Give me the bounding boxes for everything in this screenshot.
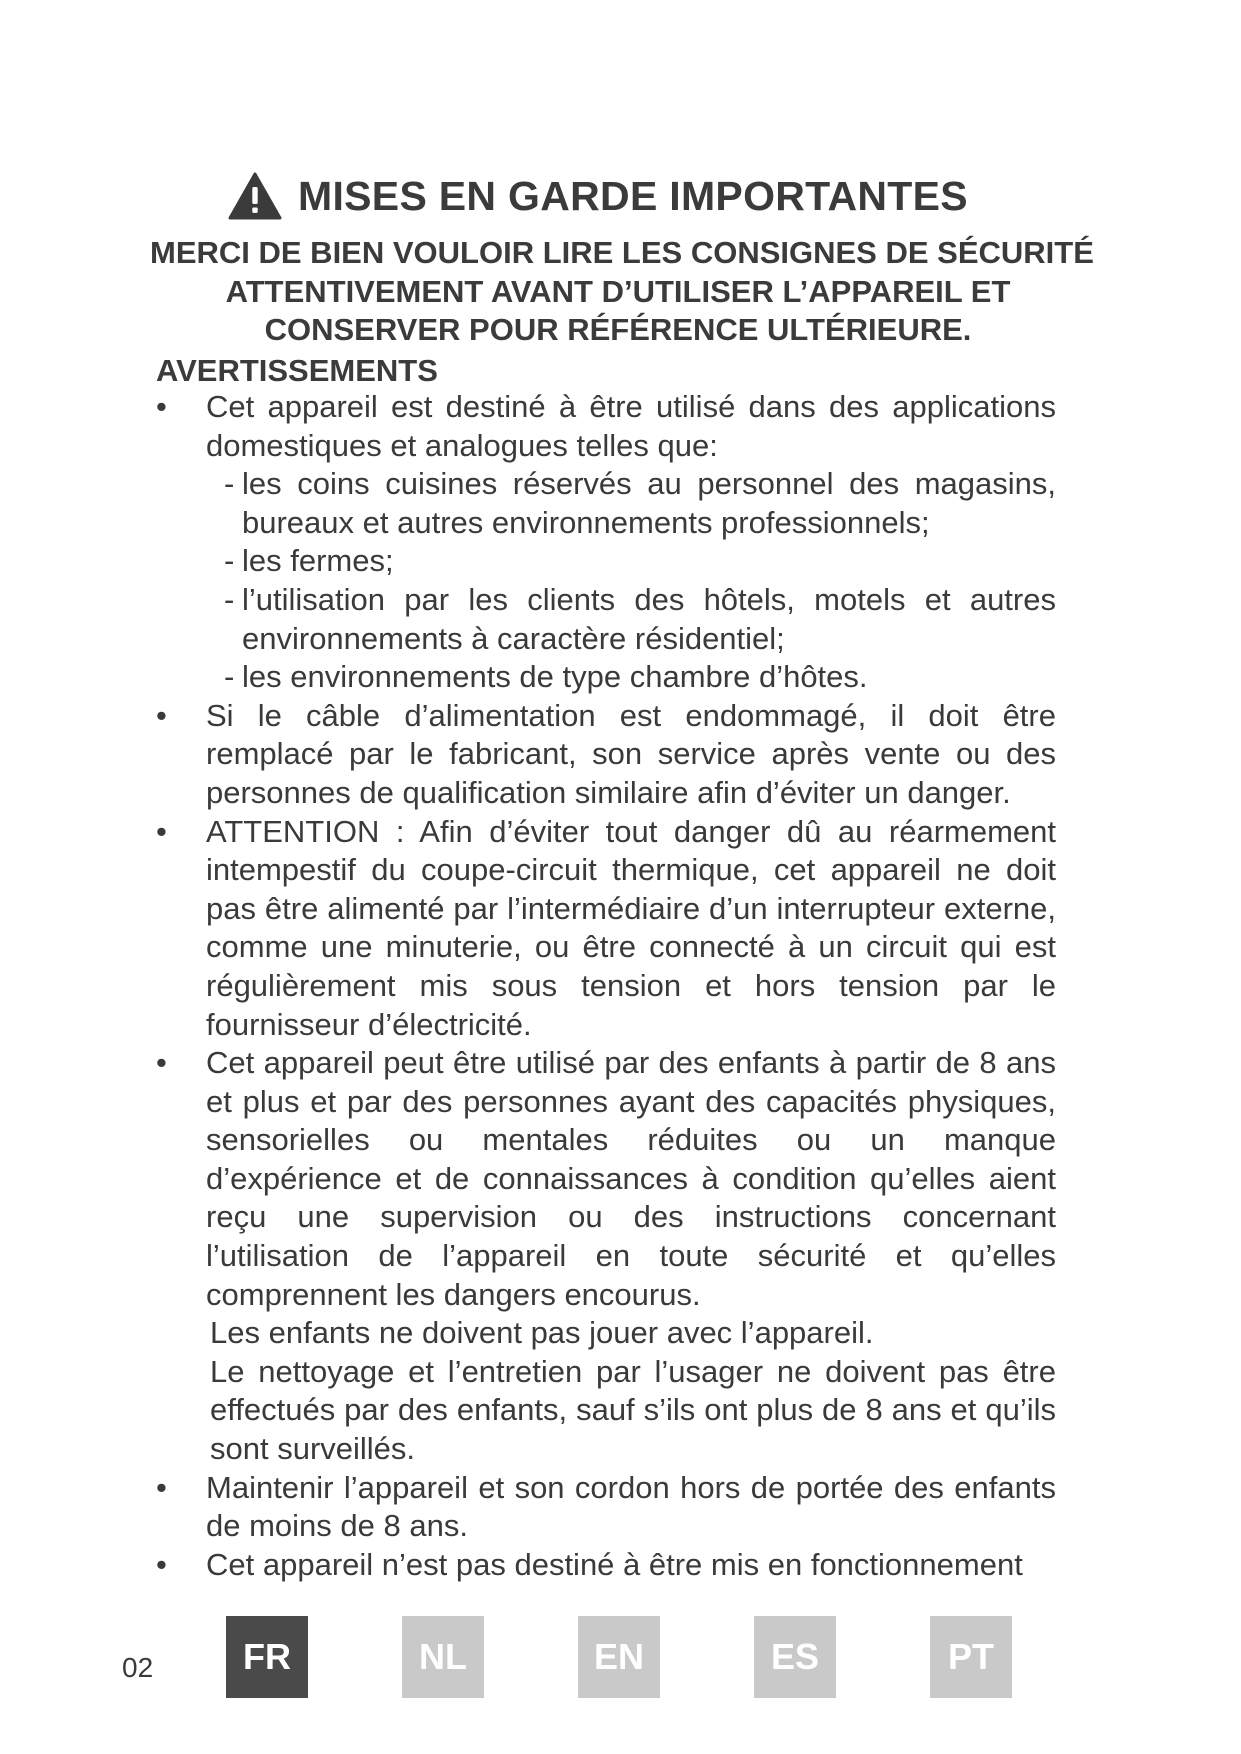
warning-item: • Si le câble d’alimentation est endommagé, il doit être remplacé par le fabricant, son service après vente ou des personnes de qualification similaire afin d’éviter un danger. (156, 697, 1056, 813)
warning-item: • Cet appareil n’est pas destiné à être mis en fonctionnement (156, 1546, 1056, 1585)
warning-paragraph: Les enfants ne doivent pas jouer avec l’appareil. (210, 1315, 874, 1351)
intro-line: MERCI DE BIEN VOULOIR LIRE LES CONSIGNES DE SÉCURITÉ (150, 235, 1094, 270)
usage-subitem: - les environnements de type chambre d’hôtes. (224, 658, 1056, 697)
page-footer (0, 1610, 1241, 1700)
usage-sublist (224, 465, 1056, 697)
warning-paragraph: Le nettoyage et l’entretien par l’usager ne doivent pas être effectués par des enfants, sauf s’ils ont plus de 8 ans et qu’ils sont surveillés. (210, 1353, 1056, 1467)
intro-line: CONSERVER POUR RÉFÉRENCE ULTÉRIEURE. (264, 312, 972, 347)
usage-subitem: - les fermes; (224, 542, 1056, 581)
warning-item: • ATTENTION : Afin d’éviter tout danger dû au réarmement intempestif du coupe-circuit thermique, cet appareil ne doit pas être alimenté par l’intermédiaire d’un interrupteur externe, comme une minuterie, ou être connecté à un circuit qui est régulièrement mis sous tension et hors tension par le fournisseur d’électricité. (156, 813, 1056, 1045)
usage-subitem: - les coins cuisines réservés au personnel des magasins, bureaux et autres environnements professionnels; (224, 465, 1056, 542)
warning-item: • Cet appareil peut être utilisé par des enfants à partir de 8 ans et plus et par des personnes ayant des capacités physiques, sensorielles ou mentales réduites ou un manque d’expérience et de connaissances à condition qu’elles aient reçu une supervision ou des instructions concernant l’utilisation de l’appareil en toute sécurité et qu’elles comprennent les dangers encourus. (156, 1044, 1056, 1314)
language-tab-pt[interactable]: PT (930, 1616, 1012, 1698)
warning-item: • Maintenir l’appareil et son cordon hors de portée des enfants de moins de 8 ans. (156, 1469, 1056, 1546)
safety-intro (150, 234, 1094, 350)
section-heading: AVERTISSEMENTS (156, 353, 438, 388)
warnings-list (156, 388, 1056, 1584)
intro-line: ATTENTIVEMENT AVANT D’UTILISER L’APPAREIL ET (225, 273, 1011, 309)
warning-triangle-icon (228, 172, 282, 220)
warning-item: • Cet appareil est destiné à être utilisé dans des applications domestiques et analogues telles que: (156, 388, 1056, 465)
language-tab-fr[interactable]: FR (226, 1616, 308, 1698)
language-tab-es[interactable]: ES (754, 1616, 836, 1698)
usage-subitem: - l’utilisation par les clients des hôtels, motels et autres environnements à caractère résidentiel; (224, 581, 1056, 658)
page-number: 02 (122, 1652, 154, 1683)
title-text: MISES EN GARDE IMPORTANTES (298, 172, 968, 219)
page-title (228, 168, 968, 224)
language-tab-nl[interactable]: NL (402, 1616, 484, 1698)
language-tab-en[interactable]: EN (578, 1616, 660, 1698)
